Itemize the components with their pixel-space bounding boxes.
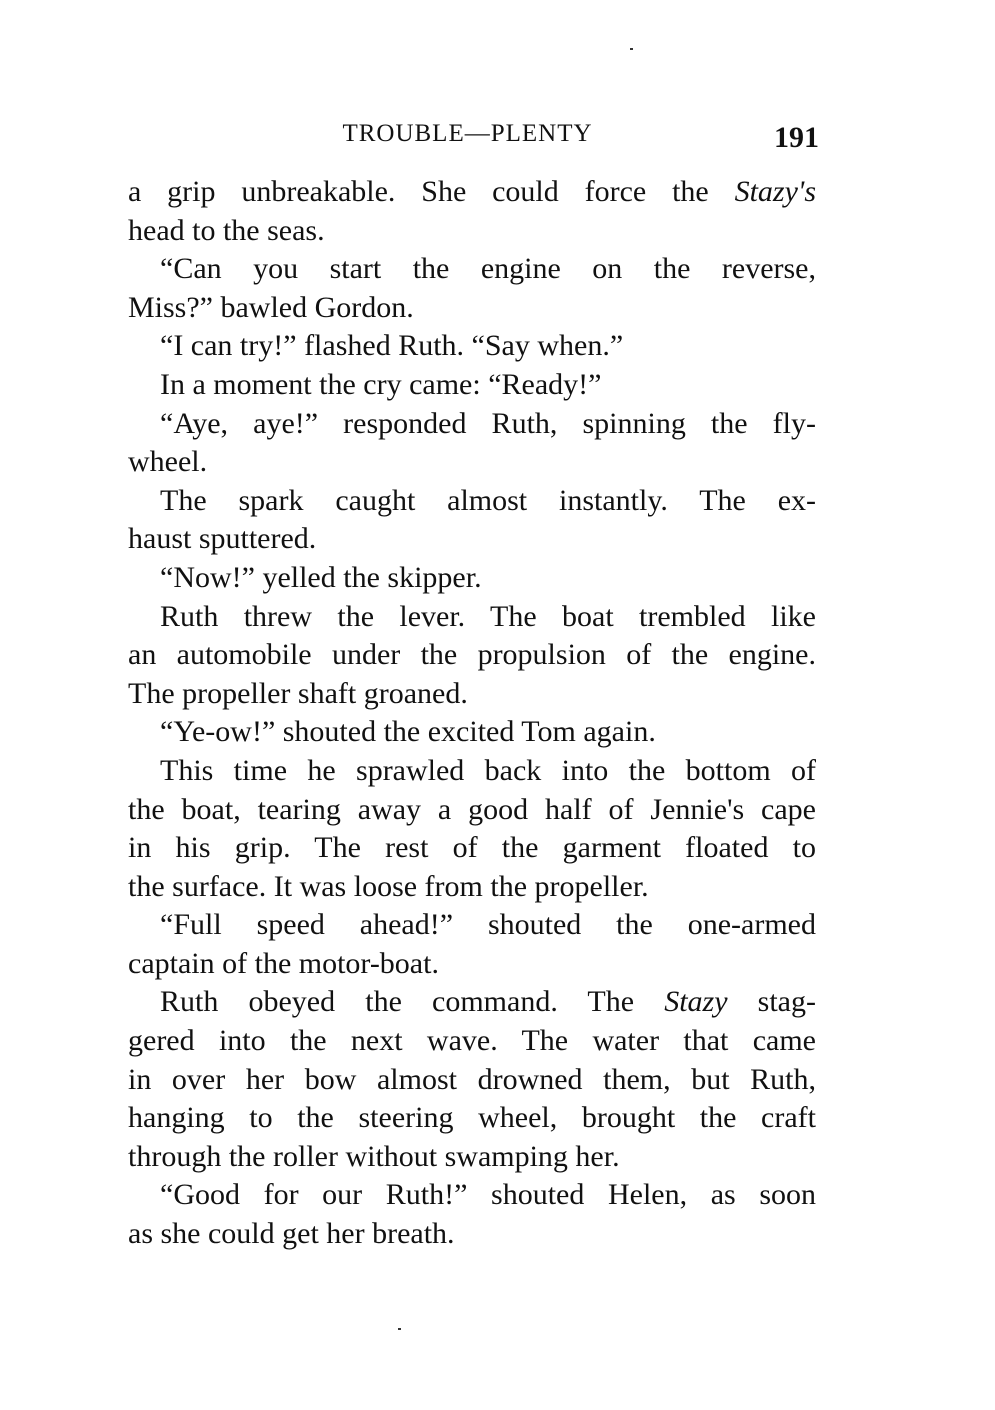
paragraph — [128, 713, 816, 752]
text-run: stag- — [727, 985, 816, 1019]
paragraph — [128, 482, 816, 559]
text-run: The propeller shaft groaned. — [128, 676, 468, 710]
paragraph — [128, 327, 816, 366]
text-line — [128, 906, 816, 945]
text-line — [128, 752, 816, 791]
text-line — [128, 1061, 816, 1100]
text-run: Ruth obeyed the command. The — [160, 985, 665, 1019]
text-run: through the roller without swamping her. — [128, 1139, 620, 1173]
text-line — [128, 559, 816, 598]
text-line — [128, 1022, 816, 1061]
running-header-text: TROUBLE—PLENTY — [342, 120, 593, 147]
text-run: In a moment the cry came: “Ready!” — [160, 367, 602, 401]
text-line — [128, 250, 816, 289]
text-run: “Aye, aye!” responded Ruth, spinning the fly- — [160, 406, 816, 440]
scan-speck — [630, 48, 633, 50]
text-line — [128, 1138, 816, 1177]
text-run: head to the seas. — [128, 213, 325, 247]
text-line — [128, 1176, 816, 1215]
text-run: “Full speed ahead!” shouted the one-armed — [160, 908, 816, 942]
paragraph — [128, 983, 816, 1176]
paragraph — [128, 366, 816, 405]
text-line — [128, 1099, 816, 1138]
text-line — [128, 675, 816, 714]
text-run: hanging to the steering wheel, brought the craft — [128, 1101, 816, 1135]
text-line — [128, 636, 816, 675]
text-run: “Ye-ow!” shouted the excited Tom again. — [160, 715, 656, 749]
paragraph — [128, 405, 816, 482]
text-line — [128, 289, 816, 328]
text-run: wheel. — [128, 445, 208, 479]
paragraph — [128, 906, 816, 983]
text-line — [128, 405, 816, 444]
text-run: captain of the motor-boat. — [128, 946, 439, 980]
italic-text: Stazy — [664, 985, 728, 1019]
text-run: “I can try!” flashed Ruth. “Say when.” — [160, 329, 624, 363]
text-run: a grip unbreakable. She could force the — [128, 175, 735, 208]
text-line — [128, 945, 816, 984]
text-run: the surface. It was loose from the propeller. — [128, 869, 649, 903]
text-line — [128, 598, 816, 637]
text-run: Ruth threw the lever. The boat trembled like — [160, 599, 816, 633]
text-line — [128, 829, 816, 868]
paragraph — [128, 1176, 816, 1253]
paragraph — [128, 752, 816, 906]
text-line — [128, 1215, 816, 1254]
body-text — [128, 173, 816, 1254]
text-run: haust sputtered. — [128, 522, 317, 556]
text-line — [128, 366, 816, 405]
text-run: “Can you start the engine on the reverse, — [160, 252, 816, 286]
text-line — [128, 327, 816, 366]
text-run: in over her bow almost drowned them, but Ruth, — [128, 1062, 816, 1096]
text-line — [128, 868, 816, 907]
text-run: gered into the next wave. The water that came — [128, 1024, 816, 1058]
text-run: Miss?” bawled Gordon. — [128, 290, 414, 324]
text-line — [128, 713, 816, 752]
page-number: 191 — [774, 121, 819, 154]
text-line — [128, 791, 816, 830]
paragraph — [128, 559, 816, 598]
text-line — [128, 173, 816, 212]
paragraph — [128, 598, 816, 714]
text-line — [128, 482, 816, 521]
paragraph — [128, 173, 816, 250]
text-run: This time he sprawled back into the bottom of — [160, 753, 816, 787]
running-header — [0, 119, 995, 149]
text-line — [128, 983, 816, 1022]
scan-speck — [398, 1328, 401, 1330]
text-run: as she could get her breath. — [128, 1217, 455, 1251]
text-line — [128, 520, 816, 559]
italic-text: Stazy's — [734, 175, 816, 208]
text-run: an automobile under the propulsion of the engine. — [128, 638, 816, 672]
text-run: “Good for our Ruth!” shouted Helen, as soon — [160, 1178, 816, 1212]
text-run: The spark caught almost instantly. The ex- — [160, 483, 816, 517]
paragraph — [128, 250, 816, 327]
text-run: the boat, tearing away a good half of Jennie's cape — [128, 792, 816, 826]
text-run: in his grip. The rest of the garment floated to — [128, 831, 816, 865]
text-line — [128, 443, 816, 482]
text-run: “Now!” yelled the skipper. — [160, 560, 482, 594]
text-line — [128, 212, 816, 251]
